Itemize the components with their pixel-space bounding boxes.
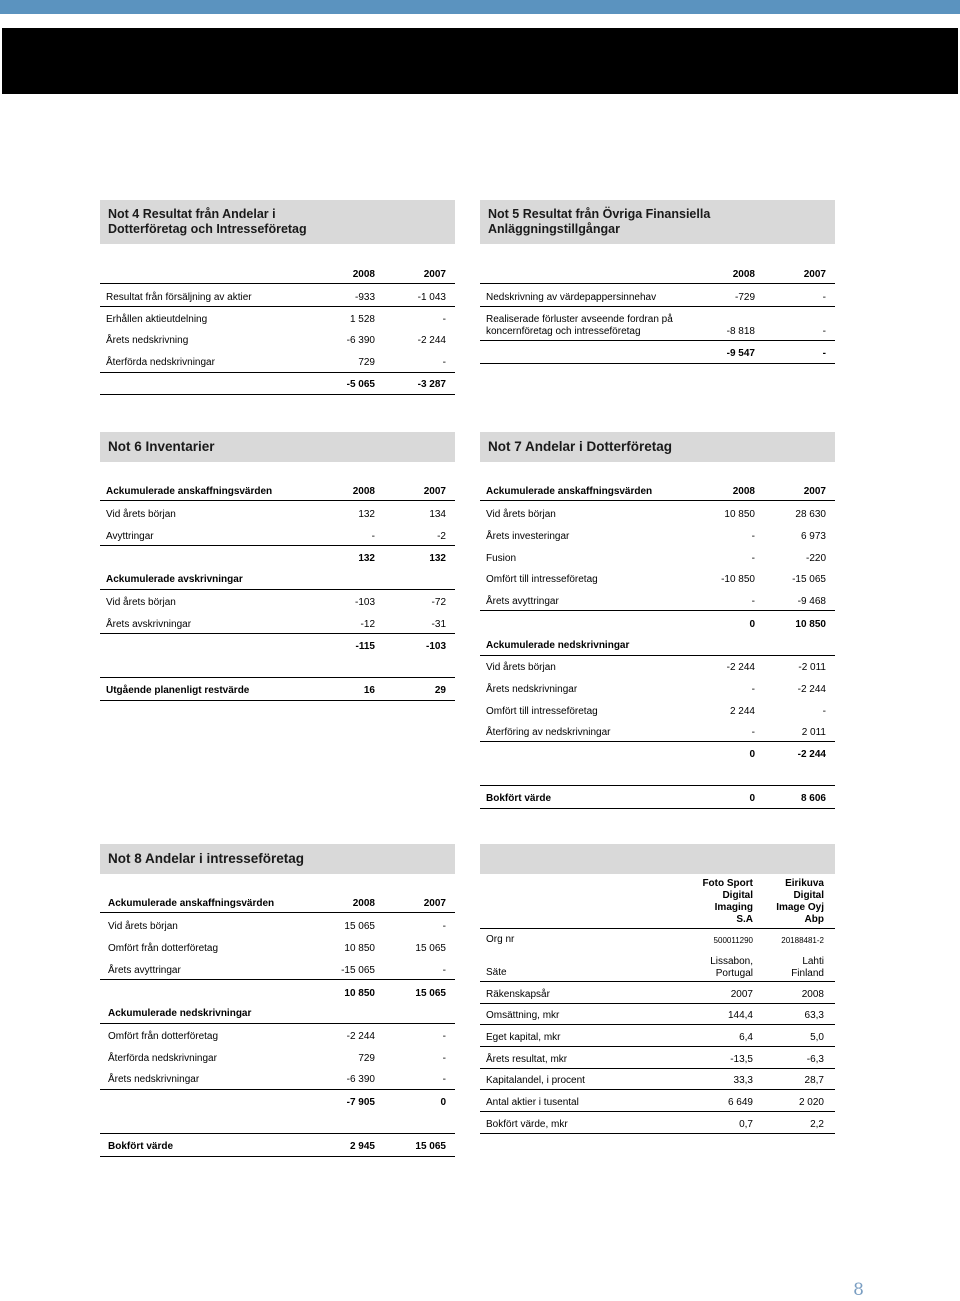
row-value-2008: -2 244 <box>726 662 755 673</box>
divider <box>100 1156 455 1157</box>
sate-line: Lissabon, <box>710 956 753 967</box>
note4-title-line2: Dotterföretag och Intresseföretag <box>108 222 307 236</box>
divider <box>480 1046 835 1047</box>
row-value-2008: -15 065 <box>341 965 375 976</box>
final-2008: 0 <box>749 793 755 804</box>
final-2008: 2 945 <box>349 1141 375 1152</box>
divider <box>480 928 835 929</box>
name-line: Digital <box>722 890 753 901</box>
note4-header <box>100 200 455 244</box>
section-label: Ackumulerade anskaffningsvärden <box>106 486 273 497</box>
note4-title-line1: Not 4 Resultat från Andelar i <box>108 207 276 221</box>
note8-title: Not 8 Andelar i intresseföretag <box>108 851 305 866</box>
companies-header-bar <box>480 844 835 874</box>
note8-header <box>100 844 455 874</box>
row-value-2008: -6 390 <box>346 1074 375 1085</box>
row-value-1: 33,3 <box>733 1075 753 1086</box>
row-value-2007: 28 630 <box>795 509 826 520</box>
row-value-2007: - <box>442 1031 446 1042</box>
row-label: Årets resultat, mkr <box>486 1054 568 1065</box>
row-label: Omfört från dotterföretag <box>108 943 219 954</box>
divider <box>480 808 835 809</box>
divider <box>480 785 835 786</box>
row-value-2: 63,3 <box>804 1010 824 1021</box>
row-value-2007: -2 <box>437 531 446 542</box>
row-value-2007: -1 043 <box>417 292 446 303</box>
row-value-2007: -31 <box>431 619 446 630</box>
subtotal-2008: -7 905 <box>346 1097 375 1108</box>
divider <box>480 283 835 284</box>
row-value-2007: - <box>822 706 826 717</box>
row-label: Årets investeringar <box>486 531 570 542</box>
final-label: Bokfört värde <box>108 1141 174 1152</box>
divider <box>480 363 835 364</box>
row-label: Återförda nedskrivningar <box>106 357 215 368</box>
final-2007: 8 606 <box>800 793 826 804</box>
note6-title: Not 6 Inventarier <box>108 439 215 454</box>
row-label: Årets nedskrivningar <box>486 684 578 695</box>
divider <box>100 1133 455 1134</box>
row-value-2007: -72 <box>431 597 446 608</box>
row-label: Nedskrivning av värdepappersinnehav <box>486 292 657 303</box>
row-value-1: -13,5 <box>730 1054 753 1065</box>
divider <box>100 306 455 307</box>
row-label: Erhållen aktieutdelning <box>106 314 208 325</box>
row-label: Bokfört värde, mkr <box>486 1119 568 1130</box>
total-2007: -3 287 <box>417 379 446 390</box>
row-label: Avyttringar <box>106 531 154 542</box>
row-value-2007: - <box>822 326 826 337</box>
sate-line: Portugal <box>715 968 753 979</box>
row-value-2: 2008 <box>801 989 824 1000</box>
final-2007: 15 065 <box>415 1141 446 1152</box>
row-value-2008: 15 065 <box>344 921 375 932</box>
divider <box>100 700 455 701</box>
row-value-2007: -15 065 <box>792 574 826 585</box>
page-number: 8 <box>853 1280 864 1300</box>
companies-panel <box>480 844 835 1144</box>
row-value-2: 28,7 <box>804 1075 824 1086</box>
divider <box>480 610 835 611</box>
row-label: Säte <box>486 967 507 978</box>
note5-title-line2: Anläggningstillgångar <box>488 222 620 236</box>
divider <box>480 1068 835 1069</box>
row-label: Omsättning, mkr <box>486 1010 560 1021</box>
row-value-2008: 2 244 <box>729 706 755 717</box>
divider <box>100 283 455 284</box>
note5-header <box>480 200 835 244</box>
row-label: Årets avyttringar <box>486 596 559 607</box>
row-label: Resultat från försäljning av aktier <box>106 292 252 303</box>
sate-line: Finland <box>791 968 824 979</box>
row-value-2007: - <box>822 292 826 303</box>
row-value-2007: - <box>442 357 446 368</box>
section-label: Ackumulerade nedskrivningar <box>486 640 630 651</box>
subtotal-2007: 10 850 <box>795 619 826 630</box>
row-value-2008: 729 <box>358 357 375 368</box>
row-value-2007: 15 065 <box>415 943 446 954</box>
row-label: Vid årets början <box>108 921 178 932</box>
row-value-2: -6,3 <box>806 1054 824 1065</box>
section-label: Ackumulerade avskrivningar <box>106 574 243 585</box>
row-value-2008: -8 818 <box>726 326 755 337</box>
divider <box>480 340 835 341</box>
row-value-2008: - <box>751 553 755 564</box>
divider <box>100 979 455 980</box>
row-value-2007: - <box>442 965 446 976</box>
total-2007: - <box>822 348 826 359</box>
org-nr-2: 20188481-2 <box>781 936 824 945</box>
row-label <box>486 314 673 338</box>
row-value-2008: -729 <box>734 292 755 303</box>
divider <box>480 306 835 307</box>
section-label: Ackumulerade anskaffningsvärden <box>108 898 275 909</box>
divider <box>480 1003 835 1004</box>
row-value-2007: 134 <box>429 509 446 520</box>
col-2007: 2007 <box>803 486 826 497</box>
row-value-2008: -933 <box>354 292 375 303</box>
divider <box>480 1133 835 1134</box>
name-line: Abp <box>804 914 824 925</box>
row-value-2008: -2 244 <box>346 1031 375 1042</box>
row-value-2008: 729 <box>358 1053 375 1064</box>
company-1-name <box>673 878 753 926</box>
divider <box>100 372 455 373</box>
subtotal-2007: 132 <box>429 553 446 564</box>
row-label: Årets nedskrivning <box>106 335 189 346</box>
col-2008: 2008 <box>732 486 755 497</box>
row-value-2008: 132 <box>358 509 375 520</box>
divider <box>480 1111 835 1112</box>
divider <box>480 500 835 501</box>
row-value-2007: - <box>442 921 446 932</box>
row-label: Vid årets början <box>486 509 556 520</box>
col-2007: 2007 <box>423 898 446 909</box>
row-value-2007: - <box>442 1053 446 1064</box>
row-label: Kapitalandel, i procent <box>486 1075 585 1086</box>
subtotal-2007: 15 065 <box>415 988 446 999</box>
row-label-line2: koncernföretag och intresseföretag <box>486 326 641 337</box>
divider <box>480 981 835 982</box>
sate-2 <box>744 956 824 980</box>
divider <box>100 1023 455 1024</box>
row-label: Vid årets början <box>106 509 176 520</box>
subtotal-2007: 0 <box>440 1097 446 1108</box>
row-value-2008: -6 390 <box>346 335 375 346</box>
subtotal-2008: -115 <box>355 641 375 652</box>
divider <box>100 1089 455 1090</box>
row-value-2007: -220 <box>805 553 826 564</box>
section-label: Ackumulerade nedskrivningar <box>108 1008 252 1019</box>
divider <box>480 1024 835 1025</box>
note5-panel <box>480 200 835 370</box>
row-value-1: 6 649 <box>727 1097 753 1108</box>
row-value-2007: - <box>442 1074 446 1085</box>
row-value-2008: -12 <box>360 619 375 630</box>
section-label: Ackumulerade anskaffningsvärden <box>486 486 653 497</box>
row-value-2008: - <box>751 596 755 607</box>
divider <box>480 1089 835 1090</box>
row-label: Räkenskapsår <box>486 989 550 1000</box>
subtotal-2008: 132 <box>358 553 375 564</box>
row-value-2007: 2 011 <box>801 727 826 738</box>
row-label: Org nr <box>486 934 515 945</box>
row-value-2008: -103 <box>354 597 375 608</box>
row-value-2008: - <box>371 531 375 542</box>
row-value-2: 5,0 <box>810 1032 824 1043</box>
total-2008: -5 065 <box>346 379 375 390</box>
row-label: Årets avyttringar <box>108 965 181 976</box>
final-2008: 16 <box>363 685 375 696</box>
col-2007: 2007 <box>423 486 446 497</box>
row-value-2008: 10 850 <box>344 943 375 954</box>
row-value-2007: -2 244 <box>797 684 826 695</box>
name-line: S.A <box>736 914 753 925</box>
row-value-2: 2 020 <box>798 1097 824 1108</box>
subtotal-2008: 10 850 <box>344 988 375 999</box>
col-2008: 2008 <box>732 269 755 280</box>
row-value-2007: -2 011 <box>798 662 826 673</box>
note8-panel <box>100 844 455 1164</box>
row-value-2008: -10 850 <box>721 574 755 585</box>
row-value-2007: 6 973 <box>800 531 826 542</box>
row-value-2008: - <box>751 684 755 695</box>
name-line: Image Oyj <box>776 902 824 913</box>
sate-1 <box>673 956 753 980</box>
row-label: Antal aktier i tusental <box>486 1097 579 1108</box>
row-label: Omfört till intresseföretag <box>486 574 598 585</box>
row-value-1: 6,4 <box>739 1032 753 1043</box>
divider <box>100 912 455 913</box>
sate-line: Lahti <box>802 956 824 967</box>
row-label: Årets nedskrivningar <box>108 1074 200 1085</box>
row-value-2: 2,2 <box>810 1119 824 1130</box>
note7-panel <box>480 432 835 817</box>
note7-title: Not 7 Andelar i Dotterföretag <box>488 439 673 454</box>
divider <box>100 589 455 590</box>
total-2008: -9 547 <box>726 348 755 359</box>
divider <box>100 394 455 395</box>
row-value-2008: 1 528 <box>349 314 375 325</box>
row-label: Vid årets början <box>486 662 556 673</box>
divider <box>480 741 835 742</box>
subtotal-2008: 0 <box>749 749 755 760</box>
subtotal-2007: -103 <box>425 641 446 652</box>
divider <box>480 655 835 656</box>
name-line: Eirikuva <box>785 878 824 889</box>
row-label: Årets avskrivningar <box>106 619 192 630</box>
name-line: Foto Sport <box>702 878 753 889</box>
subtotal-2007: -2 244 <box>797 749 826 760</box>
company-2-name <box>744 878 824 926</box>
subtotal-2008: 0 <box>749 619 755 630</box>
row-label: Återföring av nedskrivningar <box>486 727 611 738</box>
row-value-2008: - <box>751 531 755 542</box>
row-label: Vid årets början <box>106 597 176 608</box>
row-value-2007: - <box>442 314 446 325</box>
row-value-1: 0,7 <box>739 1119 753 1130</box>
note7-header <box>480 432 835 462</box>
row-label: Eget kapital, mkr <box>486 1032 561 1043</box>
row-label: Omfört till intresseföretag <box>486 706 598 717</box>
row-label: Omfört från dotterföretag <box>108 1031 219 1042</box>
col-2007: 2007 <box>423 269 446 280</box>
divider <box>100 500 455 501</box>
col-2007: 2007 <box>803 269 826 280</box>
final-label: Bokfört värde <box>486 793 552 804</box>
row-value-1: 144,4 <box>727 1010 753 1021</box>
row-value-2007: -2 244 <box>417 335 446 346</box>
org-nr-1: 500011290 <box>713 936 753 945</box>
name-line: Digital <box>793 890 824 901</box>
col-2008: 2008 <box>352 898 375 909</box>
note5-title-line1: Not 5 Resultat från Övriga Finansiella <box>488 207 711 221</box>
row-label: Fusion <box>486 553 517 564</box>
col-2008: 2008 <box>352 486 375 497</box>
row-value-2008: - <box>751 727 755 738</box>
divider <box>100 545 455 546</box>
row-value-2007: -9 468 <box>797 596 826 607</box>
final-label: Utgående planenligt restvärde <box>106 685 250 696</box>
divider <box>100 677 455 678</box>
top-black-banner <box>2 28 958 94</box>
row-value-2008: 10 850 <box>724 509 755 520</box>
top-accent-stripe <box>0 0 960 14</box>
row-value-1: 2007 <box>730 989 753 1000</box>
note6-panel <box>100 432 455 707</box>
name-line: Imaging <box>714 902 753 913</box>
row-label-line1: Realiserade förluster avseende fordran på <box>486 314 673 325</box>
divider <box>100 633 455 634</box>
col-2008: 2008 <box>352 269 375 280</box>
note6-header <box>100 432 455 462</box>
final-2007: 29 <box>434 685 446 696</box>
note4-panel <box>100 200 455 400</box>
row-label: Återförda nedskrivningar <box>108 1053 217 1064</box>
